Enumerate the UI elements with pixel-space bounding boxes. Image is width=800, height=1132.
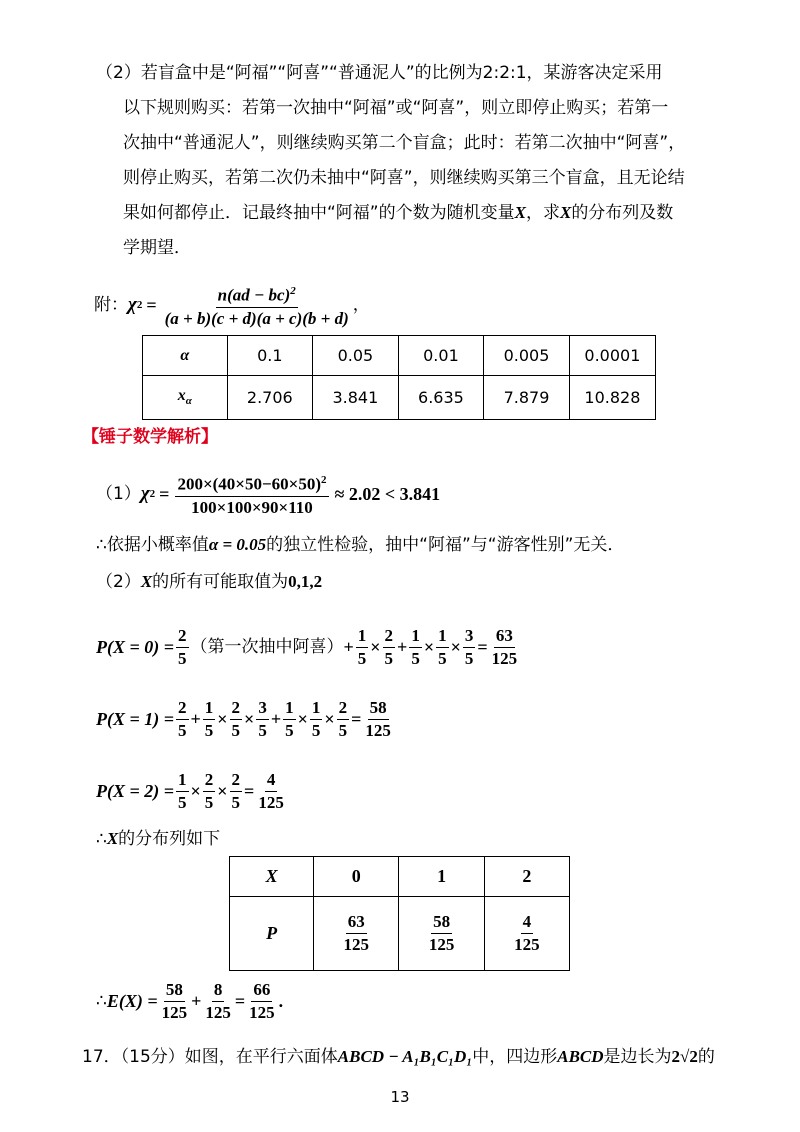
solid-name: ABCD − A₁B₁C₁D₁ [337,1047,473,1066]
equals-2: = [159,484,170,504]
quad-name: ABCD [557,1047,604,1066]
table1-x-cell: 10.828 [569,376,655,420]
chi-numerator: n(ad − bc)$^2$ [216,280,298,308]
frac-8-125: $\frac{8}{125}$ [205,979,231,1022]
part1-denominator: 100×100×90×110 [191,497,313,517]
problem-line-4: 则停止购买，若第二次仍未抽中“阿喜”，则继续购买第三个盲盒，且无论结 [123,168,685,188]
table1-x-cell: 2.706 [227,376,313,420]
frac-4-125: $\frac{4}{125}$ [258,769,284,812]
chi-symbol-2: χ [140,483,150,504]
frac-66-125: $\frac{66}{125}$ [249,979,275,1022]
table2-p-cell: $\frac{4}{125}$ [484,897,569,971]
table2-x-cell: 0 [314,857,399,897]
problem-line-6: 学期望． [123,238,191,258]
chi-fraction [163,280,351,330]
page-number: 13 [390,1088,410,1106]
problem-line-5-end: 的分布列及数 [571,203,674,223]
table2-p-cell: $\frac{58}{125}$ [399,897,484,971]
part1-label: （1） [96,484,141,504]
distribution-intro: ∴X的分布列如下 [96,829,221,849]
part1-result: ≈ 2.02 < 3.841 [334,484,441,504]
table1-x-cell: 7.879 [484,376,570,420]
px2-lhs: P(X = 2) = [96,781,175,801]
table2-p-header: P [230,897,314,971]
problem-line-5 [123,201,673,225]
var-x-2: X [559,203,572,222]
frac-1-5: $\frac{1}{5}$ [438,625,447,668]
frac-2-5: $\frac{2}{5}$ [384,625,394,668]
var-x: X [514,203,526,222]
frac-2-5: $\frac{2}{5}$ [231,697,241,740]
frac-2-5: $\frac{2}{5}$ [338,697,348,740]
frac-1-5: $\frac{1}{5}$ [285,697,294,740]
frac-2-5: $\frac{2}{5}$ [178,697,187,740]
table1-x-cell: 3.841 [313,376,399,420]
table1-alpha-cell: 0.0001 [569,336,655,376]
solution-part1 [96,466,440,522]
px0-lhs: P(X = 0) = [96,637,175,657]
frac-58-125: $\frac{58}{125}$ [365,697,391,740]
equals: = [146,295,157,315]
solution-heading: 【锤子数学解析】 [82,427,218,447]
problem-line-1: （2）若盲盒中是“阿福”“阿喜”“普通泥人”的比例为2:2:1，某游客决定采用 [96,63,663,83]
frac-1-5: $\frac{1}{5}$ [178,769,187,812]
part1-numerator: $200\times(40\times 50-60\times 50)^2$ [175,469,328,497]
part1-fraction [175,469,328,519]
table2-x-header: X [230,857,314,897]
problem-17-line: 17．（15分）如图，在平行六面体ABCD − A₁B₁C₁D₁中，四边形ABCD是边长为2√2的 [82,1047,715,1067]
expectation-lhs: E(X) = [106,991,158,1011]
problem-line-3: 次抽中“普通泥人”，则继续购买第二个盲盒；此时：若第二次抽中“阿喜”， [123,133,686,153]
table1-alpha-cell: 0.01 [398,336,484,376]
chi-denominator: (a + b)(c + d)(a + c)(b + d) [164,308,349,328]
expectation-equation: ∴ E(X) = $\frac{58}{125}$ + $\frac{8}{125}$ = $\frac{66}{125}$ . [96,979,284,1022]
p2-values: 0,1,2 [288,572,323,591]
px1-equation: P(X = 1) = $\frac{2}{5}$ + $\frac{1}{5}$ × $\frac{2}{5}$ × $\frac{3}{5}$ + $\frac{1}{5}$ × $\frac{1}{5}$ × $\frac{2}{5}$ = $\frac{58}{125}$ [96,697,391,740]
frac-3-5: $\frac{3}{5}$ [258,697,267,740]
problem-line-5-text: 果如何都停止．记最终抽中“阿福”的个数为随机变量 [123,203,515,223]
frac-1-5: $\frac{1}{5}$ [411,625,420,668]
appendix-label: 附： [94,295,128,315]
problem-line-2: 以下规则购买：若第一次抽中“阿福”或“阿喜”，则立即停止购买；若第一 [123,98,669,118]
frac-2-5: $\frac{2}{5}$ [204,769,214,812]
distribution-table [229,856,570,971]
frac-58-125: $\frac{58}{125}$ [161,979,188,1022]
table1-alpha-cell: 0.05 [313,336,399,376]
table1-x-header: $x_\alpha$ [143,376,228,420]
side-length: 2√2 [671,1047,698,1066]
frac-1-5: $\frac{1}{5}$ [311,697,321,740]
part1-conclusion: ∴依据小概率值α = 0.05的独立性检验，抽中“阿福”与“游客性别”无关． [96,535,625,555]
frac-2-5: $\frac{2}{5}$ [178,625,187,668]
critical-value-table [142,335,656,420]
part2-intro: （2）X的所有可能取值为0,1,2 [96,572,323,592]
frac-63-125: $\frac{63}{125}$ [491,625,518,668]
table1-alpha-cell: 0.1 [227,336,313,376]
chi-square-exp: 2 [136,299,143,311]
px0-note: （第一次抽中阿喜） [190,637,344,657]
px1-lhs: P(X = 1) = [96,709,175,729]
problem-line-5-tail: ，求 [525,203,560,223]
appendix-formula [94,280,370,330]
frac-3-5: $\frac{3}{5}$ [464,625,474,668]
chi-symbol: χ [128,294,137,315]
chi-square-exp-2: 2 [149,488,156,500]
table1-alpha-cell: 0.005 [484,336,570,376]
table1-alpha-header: α [143,336,228,376]
table2-p-cell: $\frac{63}{125}$ [314,897,399,971]
frac-1-5: $\frac{1}{5}$ [357,625,367,668]
comma: ， [352,295,370,315]
px2-equation: P(X = 2) = $\frac{1}{5}$ × $\frac{2}{5}$ × $\frac{2}{5}$ = $\frac{4}{125}$ [96,769,284,812]
frac-2-5: $\frac{2}{5}$ [231,769,241,812]
table2-x-cell: 2 [484,857,569,897]
table1-x-cell: 6.635 [398,376,484,420]
alpha-value: α = 0.05 [208,535,267,554]
table2-x-cell: 1 [399,857,484,897]
frac-1-5: $\frac{1}{5}$ [204,697,214,740]
px0-equation: P(X = 0) = $\frac{2}{5}$ （第一次抽中阿喜） + $\frac{1}{5}$ × $\frac{2}{5}$ + $\frac{1}{5}$ × $\frac{1}{5}$ × $\frac{3}{5}$ = $\frac{63}{125}$ [96,625,518,668]
